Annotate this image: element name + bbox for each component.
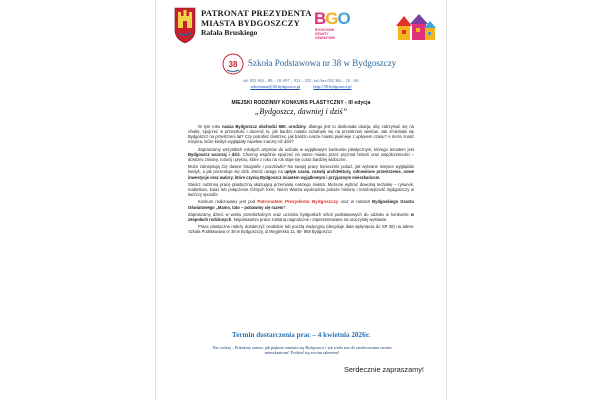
svg-text:38: 38 (228, 60, 238, 69)
paragraph-delivery: Prace plastyczne należy dostarczyć osobiście lub pocztą tradycyjną (decyduje data wpłynięcia do SP 38) na adres: Szkoła Podstawowa nr 38 w Bydgoszczy, ul.Węgierska 11, 85- 858 Bydgoszcz (188, 224, 414, 235)
contact-info (156, 77, 446, 90)
school-email-link[interactable]: sekretariat@38.bydgoszcz.pl (250, 84, 301, 89)
houses-logo-icon (394, 12, 438, 42)
submission-deadline: Termin dostarczenia prac – 4 kwietnia 2026r. (231, 331, 371, 339)
document-page (155, 0, 447, 400)
school-name: Szkoła Podstawowa nr 38 w Bydgoszczy (248, 58, 397, 68)
school-logo-icon (222, 53, 244, 75)
paragraph-patronage: Konkurs realizowany jest pod Patronatem Prezydenta Bydgoszczy oraz w ramach Bydgoskiego Grantu Oświatowego „Mamo, tato – pobawmy się razem”. (188, 199, 414, 210)
patronage-line-3: Rafała Bruskiego (201, 28, 258, 37)
contest-subtitle: „Bydgoszcz, dawniej i dziś” (254, 107, 348, 116)
patronage-line-2: MIASTA BYDGOSZCZY (201, 18, 300, 28)
paragraph-technique: Stwórz rodzinną pracę plastyczną ukazującą przemianę naszego miasta. Możecie wybrać dowolną technikę – rysunek, malarstwo, kolaż lub połączenie różnych form. Niech Wasza wyobraźnia pokaże historię i teraźniejszość Bydgoszczy w twórczy sposób! (188, 181, 414, 198)
bgo-letters: BGO (314, 9, 350, 28)
bgo-subtitle: BYDGOSKIE GRANTY OŚWIATOWE (315, 28, 336, 40)
paragraph-participants: Zapraszamy dzieci w wieku przedszkolnym oraz uczniów bydgoskich szkół podstawowych do udziału w konkursie w zespołach rodzinnych. Najciekawsze prace zostaną nagrodzone i zaprezentowane na uroczystej wystawie. (188, 211, 414, 222)
school-website-link[interactable]: http://38.bydgoszcz.pl (313, 84, 352, 89)
patronage-block (201, 8, 312, 38)
paragraph-anniversary: W tym roku nasza Bydgoszcz obchodzi 680. urodziny, dlatego jest to doskonała okazja, aby zatrzymać się na chwilę, spojrzeć w przeszłość i docenić to, jak bardzo miasto rozwinęło się na przestrzeni wieków. Jak zmieniała się Bydgoszcz na przestrzeni lat? Czy potrafisz dostrzec, jak bardzo nasze miasto pięknieje z upływem czasu? A może znasz miejsca, które kiedyś wyglądały zupełnie inaczej niż dziś? (188, 124, 414, 145)
school-header (156, 52, 446, 78)
contest-title: MIEJSKI RODZINNY KONKURS PLASTYCZNY - III edycja (231, 100, 371, 106)
city-crest-icon (174, 6, 196, 44)
closing-note: Nie czekaj – Pokażmy razem, jak pięknie zmienia się Bydgoszcz i jak wiele ma do zaoferowania swoim mieszkańcom! Podziel się swoim talentem! (212, 345, 392, 356)
bgo-logo (314, 10, 356, 48)
paragraph-inspiration: Może zainspirują Cię dawne fotografie i pocztówki? Na swojej pracy koniecznie pokaż, jak wybrane miejsce wyglądało kiedyś, a jak prezentuje się dziś. Zwróć uwagę na upływ czasu, rozwój architektury, odnowione przestrzenie, nowe inwestycje oraz walory, które czynią Bydgoszcz miastem wyjątkowym i przyjaznym mieszkańcom. (188, 164, 414, 180)
contact-links (156, 84, 446, 90)
document-body (188, 124, 414, 237)
school-phone: tel. 052 363 – 89 – 18, 697 – 912 – 552 , tel./fax 052 362 – 10 – 60 (243, 78, 359, 83)
closing-invitation: Serdecznie zapraszamy! (344, 365, 424, 374)
patronage-line-1: PATRONAT PREZYDENTA (201, 8, 312, 18)
page-header (156, 0, 446, 52)
paragraph-invitation: Zapraszamy wszystkich młodych artystów do udziału w wyjątkowym konkursie plastycznym, którego tematem jest Bydgoszcz wczoraj i dziś. Chcemy wspólnie spojrzeć na nasze miasto przez pryzmat historii oraz współczesności – dostrzec zmiany, rozwój i piękno, które z roku na rok staje się coraz bardziej widoczne. (188, 146, 414, 163)
